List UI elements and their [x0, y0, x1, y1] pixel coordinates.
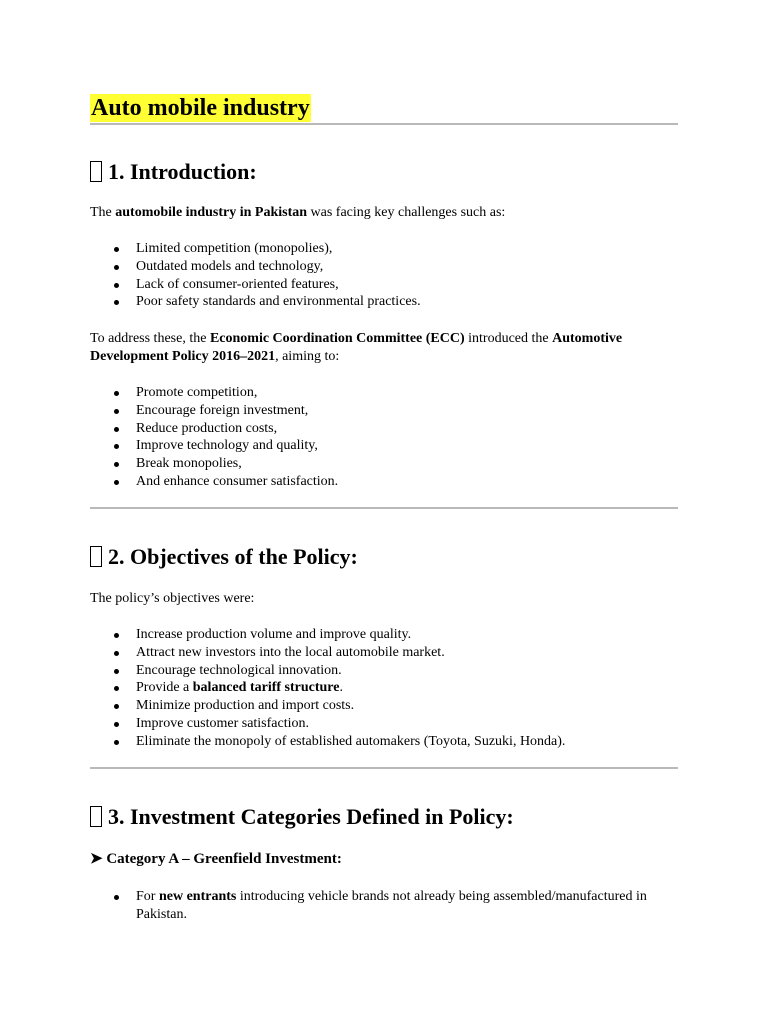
section-heading-text: 2. Objectives of the Policy:	[108, 544, 358, 569]
category-a-list	[90, 888, 680, 924]
list-item: Outdated models and technology,	[90, 258, 680, 276]
missing-glyph-icon	[90, 546, 102, 567]
document-title: Auto mobile industry	[91, 95, 310, 121]
text-run: was facing key challenges such as:	[307, 205, 506, 220]
text-run: .	[339, 680, 343, 696]
text-run: , aiming to:	[275, 349, 340, 364]
objectives-list	[90, 626, 680, 751]
section-heading-objectives	[90, 544, 358, 570]
aims-list	[90, 384, 680, 491]
intro-paragraph	[90, 204, 680, 222]
title-underline	[90, 123, 678, 125]
list-item: Promote competition,	[90, 384, 680, 402]
section-divider	[90, 507, 678, 509]
bold-text-run: Economic Coordination Committee (ECC)	[209, 331, 465, 346]
section-heading-investment	[90, 804, 514, 830]
title-block	[90, 94, 678, 122]
list-item: Encourage technological innovation.	[90, 662, 680, 680]
text-run: The	[90, 205, 116, 220]
list-item: Limited competition (monopolies),	[90, 240, 680, 258]
text-run: Provide a	[136, 680, 193, 696]
list-item: Attract new investors into the local automobile market.	[90, 644, 680, 662]
section-heading-text: 3. Investment Categories Defined in Policy:	[108, 804, 514, 829]
missing-glyph-icon	[90, 806, 102, 827]
bold-text-run: automobile industry in Pakistan	[115, 205, 308, 220]
list-item: Lack of consumer-oriented features,	[90, 276, 680, 294]
list-item: Break monopolies,	[90, 455, 680, 473]
bold-text-run: balanced tariff structure	[192, 680, 340, 696]
list-item: Minimize production and import costs.	[90, 697, 680, 715]
text-run: For	[136, 889, 159, 904]
list-item: And enhance consumer satisfaction.	[90, 473, 680, 491]
bold-text-run: new entrants	[158, 889, 237, 904]
policy-paragraph	[90, 330, 680, 366]
section-heading-text: 1. Introduction:	[108, 159, 257, 184]
list-item	[90, 888, 680, 924]
list-item: Improve technology and quality,	[90, 437, 680, 455]
category-a-heading: ➤ Category A – Greenfield Investment:	[90, 851, 342, 867]
challenges-list	[90, 240, 680, 311]
text-run: introduced the	[464, 331, 553, 346]
list-item: Reduce production costs,	[90, 420, 680, 438]
bold-text-run: Automotive Development Policy 2016–2021	[90, 331, 623, 364]
list-item: Improve customer satisfaction.	[90, 715, 680, 733]
missing-glyph-icon	[90, 161, 102, 182]
section-heading-introduction	[90, 159, 257, 185]
objectives-intro: The policy’s objectives were:	[90, 591, 255, 606]
list-item: Increase production volume and improve quality.	[90, 626, 680, 644]
list-item	[90, 679, 680, 697]
list-item: Encourage foreign investment,	[90, 402, 680, 420]
section-divider	[90, 767, 678, 769]
list-item: Poor safety standards and environmental practices.	[90, 293, 680, 311]
list-item: Eliminate the monopoly of established automakers (Toyota, Suzuki, Honda).	[90, 733, 680, 751]
text-run: introducing vehicle brands not already being assembled/manufactured in Pakistan.	[136, 889, 647, 922]
text-run: To address these, the	[90, 331, 210, 346]
